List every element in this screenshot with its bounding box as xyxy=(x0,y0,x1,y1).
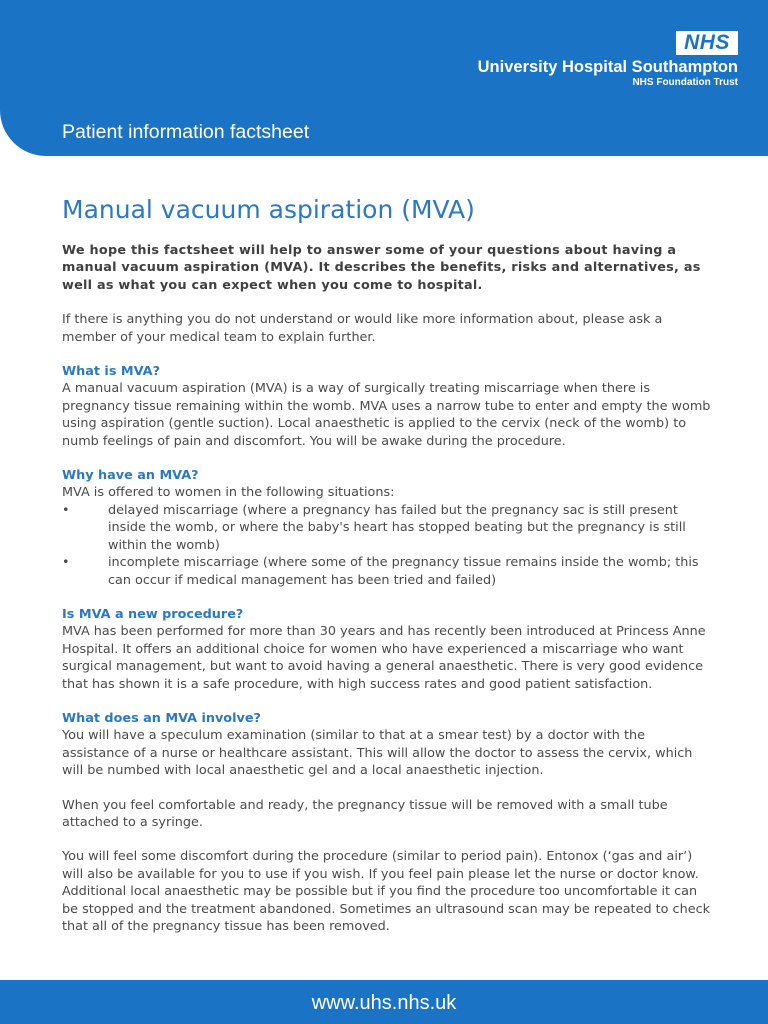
section-heading: What is MVA? xyxy=(62,364,160,380)
paragraph-gap xyxy=(62,294,712,311)
list-item xyxy=(62,554,712,589)
bullet-icon: • xyxy=(62,555,70,571)
section-heading: Is MVA a new procedure? xyxy=(62,606,244,622)
page-title: Manual vacuum aspiration (MVA) xyxy=(62,195,475,224)
nhs-logo: NHS xyxy=(676,31,738,55)
section-paragraph: You will feel some discomfort during the procedure (similar to period pain). Entonox (‘gas and air’) will also be available for you to use if you wish. If you feel pain please let the nurse or doctor know. Additional local anaesthetic may be possible but if you find the procedure too uncomfortable it can be stopped and the treatment abandoned. Sometimes an ultrasound scan may be repeated to check that all of the pregnancy tissue has been removed. xyxy=(62,849,711,934)
bullet-icon: • xyxy=(62,502,70,518)
footer-website-link[interactable]: www.uhs.nhs.uk xyxy=(311,992,457,1014)
section-is-mva-new xyxy=(62,606,712,693)
organisation-name: University Hospital Southampton xyxy=(477,58,738,76)
section-why-have-mva xyxy=(62,467,712,589)
header-banner xyxy=(0,0,768,156)
intro-paragraph: We hope this factsheet will help to answer some of your questions about having a manual vacuum aspiration (MVA). It describes the benefits, risks and alternatives, as well as what you can expect when you come to hospital. xyxy=(62,243,701,293)
document-body xyxy=(62,242,712,935)
section-what-does-mva-involve xyxy=(62,710,712,935)
bullet-list xyxy=(62,502,712,589)
organisation-subname: NHS Foundation Trust xyxy=(632,77,738,88)
section-paragraph: A manual vacuum aspiration (MVA) is a way of surgically treating miscarriage when there is pregnancy tissue remaining within the womb. MVA uses a narrow tube to enter and empty the womb using aspiration (gentle suction). Local anaesthetic is applied to the cervix (neck of the womb) to numb feelings of pain and discomfort. You will be awake during the procedure. xyxy=(62,381,711,449)
section-paragraph: MVA is offered to women in the following situations: xyxy=(62,485,395,501)
intro-followup-paragraph: If there is anything you do not understand or would like more information about, please ask a member of your medical team to explain further. xyxy=(62,312,663,345)
paragraph-gap xyxy=(62,780,712,797)
factsheet-label: Patient information factsheet xyxy=(62,121,310,143)
paragraph-gap xyxy=(62,831,712,848)
list-item xyxy=(62,502,712,554)
list-item-text: delayed miscarriage (where a pregnancy has failed but the pregnancy sac is still present inside the womb, or where the baby's heart has stopped beating but the pregnancy is still within the womb) xyxy=(108,502,686,553)
section-paragraph: You will have a speculum examination (similar to that at a smear test) by a doctor with the assistance of a nurse or healthcare assistant. This will allow the doctor to assess the cervix, which will be numbed with local anaesthetic gel and a local anaesthetic injection. xyxy=(62,728,693,779)
paragraph-gap xyxy=(62,450,712,467)
paragraph-gap xyxy=(62,346,712,363)
list-item-text: incomplete miscarriage (where some of the pregnancy tissue remains inside the womb; this can occur if medical management has been tried and failed) xyxy=(108,555,699,588)
paragraph-gap xyxy=(62,589,712,606)
section-heading: What does an MVA involve? xyxy=(62,710,261,726)
section-what-is-mva xyxy=(62,363,712,450)
section-heading: Why have an MVA? xyxy=(62,468,199,484)
section-paragraph: When you feel comfortable and ready, the pregnancy tissue will be removed with a small tube attached to a syringe. xyxy=(62,797,668,830)
section-paragraph: MVA has been performed for more than 30 years and has recently been introduced at Princess Anne Hospital. It offers an additional choice for women who have experienced a miscarriage who want surgical management, but want to avoid having a general anaesthetic. There is very good evidence that has shown it is a safe procedure, with high success rates and good patient satisfaction. xyxy=(62,624,706,692)
paragraph-gap xyxy=(62,693,712,710)
